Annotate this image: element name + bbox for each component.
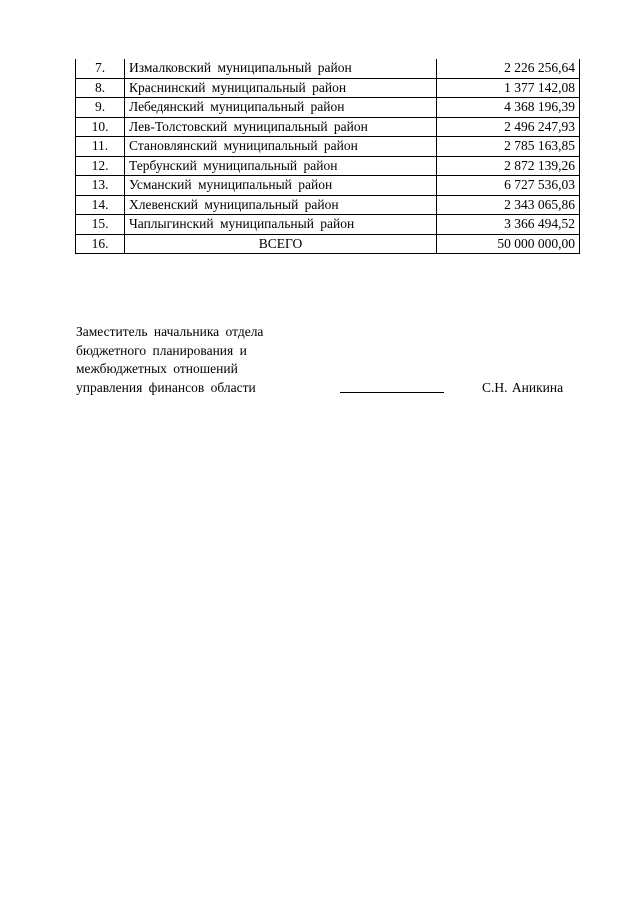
table-row xyxy=(76,98,580,118)
table-row xyxy=(76,137,580,157)
district-name: Становлянский муниципальный район xyxy=(125,137,437,157)
district-name: Измалковский муниципальный район xyxy=(125,59,437,78)
row-number: 7. xyxy=(76,59,125,78)
total-row xyxy=(76,234,580,254)
signer-title-line: межбюджетных отношений xyxy=(76,361,238,376)
amount: 2 226 256,64 xyxy=(437,59,580,78)
signer-title-line: Заместитель начальника отдела xyxy=(76,324,264,339)
row-number: 8. xyxy=(76,78,125,98)
table-row xyxy=(76,195,580,215)
signature-blank-line xyxy=(340,379,444,393)
district-name: Усманский муниципальный район xyxy=(125,176,437,196)
row-number: 14. xyxy=(76,195,125,215)
row-number: 16. xyxy=(76,234,125,254)
signer-title-line: управления финансов области xyxy=(76,379,256,395)
table-row xyxy=(76,78,580,98)
table-row xyxy=(76,156,580,176)
row-number: 13. xyxy=(76,176,125,196)
amount: 3 366 494,52 xyxy=(437,215,580,235)
amount: 2 785 163,85 xyxy=(437,137,580,157)
signature-block xyxy=(76,323,586,397)
table-row xyxy=(76,117,580,137)
allocation-table-body xyxy=(76,59,580,254)
table-row xyxy=(76,176,580,196)
signer-title-last-line xyxy=(76,379,586,398)
district-name: Чаплыгинский муниципальный район xyxy=(125,215,437,235)
amount: 2 343 065,86 xyxy=(437,195,580,215)
total-amount: 50 000 000,00 xyxy=(437,234,580,254)
district-name: Лебедянский муниципальный район xyxy=(125,98,437,118)
district-name: Краснинский муниципальный район xyxy=(125,78,437,98)
row-number: 9. xyxy=(76,98,125,118)
amount: 6 727 536,03 xyxy=(437,176,580,196)
row-number: 10. xyxy=(76,117,125,137)
table-row xyxy=(76,215,580,235)
district-name: Лев-Толстовский муниципальный район xyxy=(125,117,437,137)
district-name: Хлевенский муниципальный район xyxy=(125,195,437,215)
district-name: Тербунский муниципальный район xyxy=(125,156,437,176)
row-number: 12. xyxy=(76,156,125,176)
total-label: ВСЕГО xyxy=(125,234,437,254)
signer-title-line: бюджетного планирования и xyxy=(76,342,247,358)
amount: 4 368 196,39 xyxy=(437,98,580,118)
allocation-table xyxy=(75,59,580,254)
row-number: 15. xyxy=(76,215,125,235)
amount: 2 872 139,26 xyxy=(437,156,580,176)
row-number: 11. xyxy=(76,137,125,157)
amount: 2 496 247,93 xyxy=(437,117,580,137)
table-row xyxy=(76,59,580,78)
signer-name: С.Н. Аникина xyxy=(482,379,564,395)
amount: 1 377 142,08 xyxy=(437,78,580,98)
